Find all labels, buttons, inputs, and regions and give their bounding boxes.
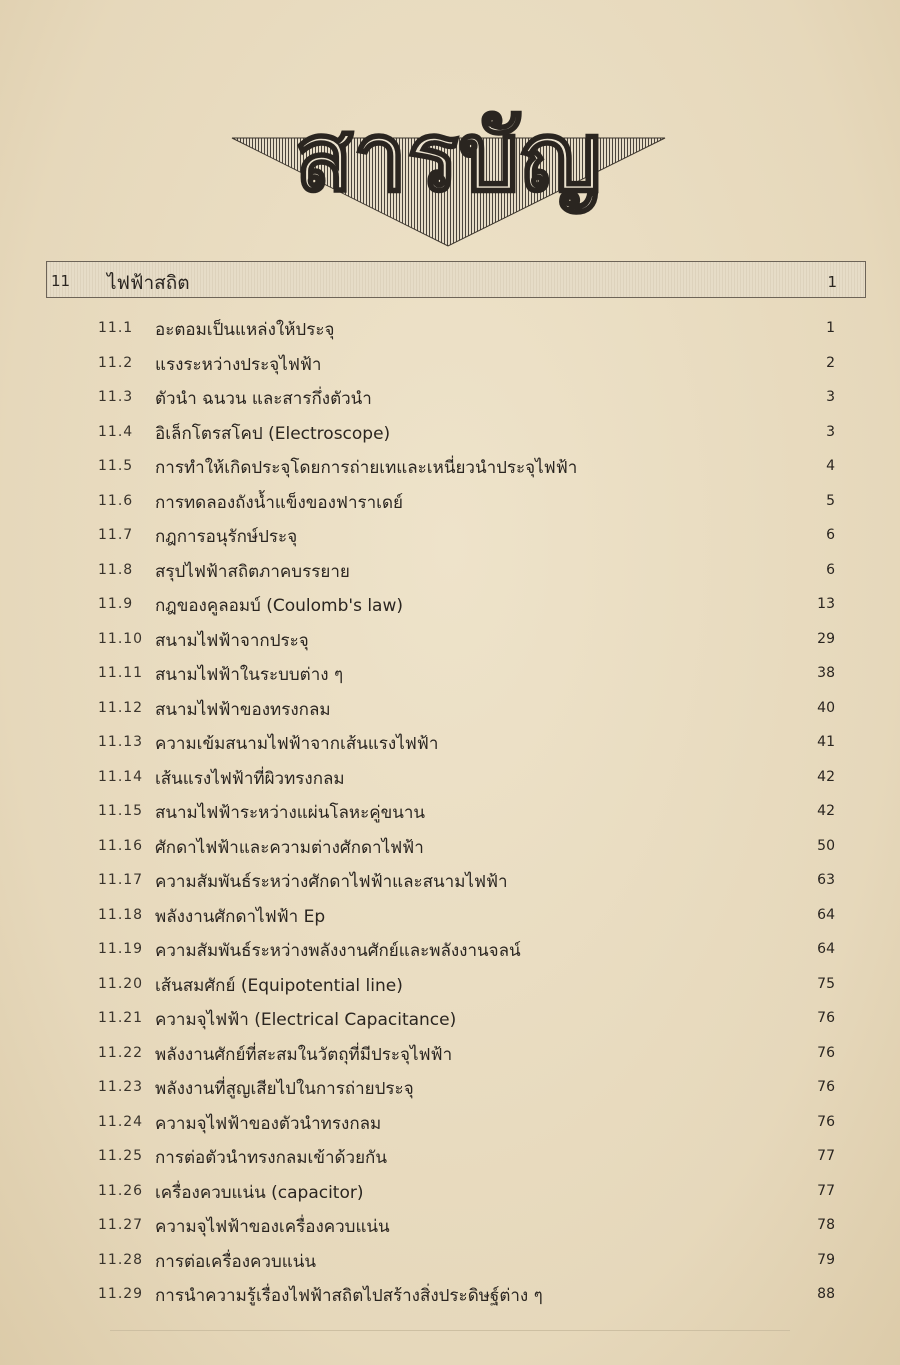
- section-title: ความจุไฟฟ้า (Electrical Capacitance): [155, 1010, 457, 1030]
- section-title: สนามไฟฟ้าจากประจุ: [155, 630, 309, 651]
- toc-entry[interactable]: [0, 901, 900, 931]
- section-title: การทำให้เกิดประจุโดยการถ่ายเทและเหนี่ยวนำประจุไฟฟ้า: [155, 458, 578, 478]
- toc-entry[interactable]: [0, 418, 900, 448]
- toc-entry[interactable]: [0, 487, 900, 517]
- section-number: 11.20: [98, 975, 144, 992]
- section-page: 76: [817, 1044, 835, 1061]
- section-page: 79: [817, 1251, 835, 1268]
- section-title: ตัวนำ ฉนวน และสารกึ่งตัวนำ: [155, 389, 372, 409]
- section-page: 78: [817, 1217, 835, 1233]
- section-number: 11.9: [98, 596, 134, 612]
- section-page: 64: [817, 906, 835, 923]
- section-page: 42: [817, 768, 835, 785]
- toc-entry[interactable]: [0, 866, 900, 896]
- toc-entry[interactable]: [0, 349, 900, 379]
- chapter-title: ไฟฟ้าสถิต: [107, 272, 190, 294]
- toc-entry[interactable]: [0, 1280, 900, 1310]
- section-title: กฎการอนุรักษ์ประจุ: [155, 527, 298, 547]
- section-page: 76: [817, 1113, 835, 1130]
- section-number: 11.4: [98, 423, 134, 440]
- toc-entry[interactable]: [0, 935, 900, 965]
- section-title: ความสัมพันธ์ระหว่างศักดาไฟฟ้าและสนามไฟฟ้า: [155, 872, 508, 892]
- toc-entry[interactable]: [0, 659, 900, 689]
- toc-entry[interactable]: [0, 1039, 900, 1069]
- toc-entry[interactable]: [0, 728, 900, 758]
- section-title: ความเข้มสนามไฟฟ้าจากเส้นแรงไฟฟ้า: [155, 734, 439, 754]
- section-number: 11.10: [98, 630, 144, 647]
- toc-entry[interactable]: [0, 452, 900, 482]
- page-heading: สารบัญ: [294, 104, 602, 211]
- section-page: 63: [817, 872, 835, 888]
- section-page: 1: [826, 320, 835, 336]
- toc-entry[interactable]: [0, 1073, 900, 1103]
- section-title: พลังงานที่สูญเสียไปในการถ่ายประจุ: [155, 1079, 414, 1099]
- section-number: 11.12: [98, 699, 144, 716]
- toc-entry[interactable]: [0, 1108, 900, 1138]
- toc-entry[interactable]: [0, 314, 900, 344]
- chapter-row[interactable]: [46, 261, 866, 298]
- section-page: 38: [817, 665, 835, 681]
- section-page: 88: [817, 1286, 835, 1302]
- toc-entry[interactable]: [0, 832, 900, 862]
- toc-entry[interactable]: [0, 1211, 900, 1241]
- section-number: 11.23: [98, 1079, 144, 1095]
- toc-entry[interactable]: [0, 1142, 900, 1172]
- section-page: 76: [817, 1079, 835, 1095]
- section-title: ความจุไฟฟ้าของเครื่องควบแน่น: [155, 1217, 390, 1237]
- section-number: 11.29: [98, 1286, 144, 1302]
- section-title: อะตอมเป็นแหล่งให้ประจุ: [155, 320, 335, 340]
- toc-entry[interactable]: [0, 694, 900, 724]
- section-page: 40: [817, 699, 835, 716]
- section-number: 11.5: [98, 458, 134, 474]
- section-page: 3: [826, 423, 835, 440]
- section-page: 5: [826, 492, 835, 509]
- section-title: ความจุไฟฟ้าของตัวนำทรงกลม: [155, 1113, 382, 1134]
- toc-entry[interactable]: [0, 763, 900, 793]
- heading-graphic: [0, 0, 900, 260]
- toc-entry[interactable]: [0, 590, 900, 620]
- section-title: เครื่องควบแน่น (capacitor): [155, 1182, 364, 1203]
- section-title: การทดลองถังน้ำแข็งของฟาราเดย์: [155, 492, 403, 513]
- toc-entry[interactable]: [0, 1004, 900, 1034]
- section-number: 11.25: [98, 1148, 144, 1164]
- section-page: 77: [817, 1148, 835, 1164]
- section-title: การนำความรู้เรื่องไฟฟ้าสถิตไปสร้างสิ่งประดิษฐ์ต่าง ๆ: [155, 1286, 543, 1306]
- section-number: 11.17: [98, 872, 144, 888]
- section-title: ความสัมพันธ์ระหว่างพลังงานศักย์และพลังงานจลน์: [155, 941, 521, 961]
- section-page: 6: [826, 561, 835, 578]
- section-number: 11.7: [98, 527, 134, 543]
- section-number: 11.22: [98, 1044, 144, 1061]
- section-page: 2: [826, 354, 835, 371]
- toc-entry[interactable]: [0, 625, 900, 655]
- section-title: เส้นแรงไฟฟ้าที่ผิวทรงกลม: [155, 768, 345, 789]
- section-number: 11.18: [98, 906, 144, 923]
- section-page: 3: [826, 389, 835, 405]
- section-title: อิเล็กโตรสโคป (Electroscope): [155, 423, 391, 444]
- section-title: พลังงานศักดาไฟฟ้า Ep: [155, 906, 326, 927]
- toc-entry[interactable]: [0, 797, 900, 827]
- section-title: สนามไฟฟ้าในระบบต่าง ๆ: [155, 665, 344, 685]
- section-page: 77: [817, 1182, 835, 1199]
- section-page: 50: [817, 837, 835, 854]
- section-title: สนามไฟฟ้าของทรงกลม: [155, 699, 331, 720]
- section-title: พลังงานศักย์ที่สะสมในวัตถุที่มีประจุไฟฟ้า: [155, 1044, 453, 1065]
- chapter-number: 11: [51, 272, 71, 290]
- section-number: 11.21: [98, 1010, 144, 1026]
- chapter-page: 1: [827, 273, 837, 291]
- section-number: 11.28: [98, 1251, 144, 1268]
- section-page: 41: [817, 734, 835, 750]
- section-title: ศักดาไฟฟ้าและความต่างศักดาไฟฟ้า: [155, 837, 424, 858]
- section-page: 76: [817, 1010, 835, 1026]
- toc-entry[interactable]: [0, 383, 900, 413]
- section-number: 11.19: [98, 941, 144, 957]
- section-title: สรุปไฟฟ้าสถิตภาคบรรยาย: [155, 561, 350, 582]
- section-number: 11.26: [98, 1182, 144, 1199]
- section-page: 75: [817, 975, 835, 992]
- divider: [110, 1330, 790, 1331]
- section-title: กฎของคูลอมบ์ (Coulomb's law): [155, 596, 404, 616]
- section-number: 11.15: [98, 803, 144, 819]
- section-number: 11.11: [98, 665, 144, 681]
- section-number: 11.24: [98, 1113, 144, 1130]
- section-title: การต่อเครื่องควบแน่น: [155, 1251, 316, 1272]
- section-number: 11.27: [98, 1217, 144, 1233]
- section-number: 11.6: [98, 492, 134, 509]
- section-number: 11.2: [98, 354, 134, 371]
- section-title: สนามไฟฟ้าระหว่างแผ่นโลหะคู่ขนาน: [155, 803, 425, 823]
- section-number: 11.16: [98, 837, 144, 854]
- section-page: 29: [817, 630, 835, 647]
- section-number: 11.14: [98, 768, 144, 785]
- toc-entry[interactable]: [0, 556, 900, 586]
- section-title: เส้นสมศักย์ (Equipotential line): [155, 975, 403, 996]
- section-page: 42: [817, 803, 835, 819]
- section-page: 6: [826, 527, 835, 543]
- section-page: 4: [826, 458, 835, 474]
- toc-entry[interactable]: [0, 521, 900, 551]
- section-number: 11.8: [98, 561, 134, 578]
- section-page: 64: [817, 941, 835, 957]
- section-title: การต่อตัวนำทรงกลมเข้าด้วยกัน: [155, 1148, 387, 1168]
- section-number: 11.3: [98, 389, 134, 405]
- toc-entry[interactable]: [0, 970, 900, 1000]
- section-title: แรงระหว่างประจุไฟฟ้า: [155, 354, 322, 375]
- section-number: 11.13: [98, 734, 144, 750]
- toc-entry[interactable]: [0, 1246, 900, 1276]
- section-page: 13: [817, 596, 835, 612]
- toc-entry[interactable]: [0, 1177, 900, 1207]
- section-number: 11.1: [98, 320, 134, 336]
